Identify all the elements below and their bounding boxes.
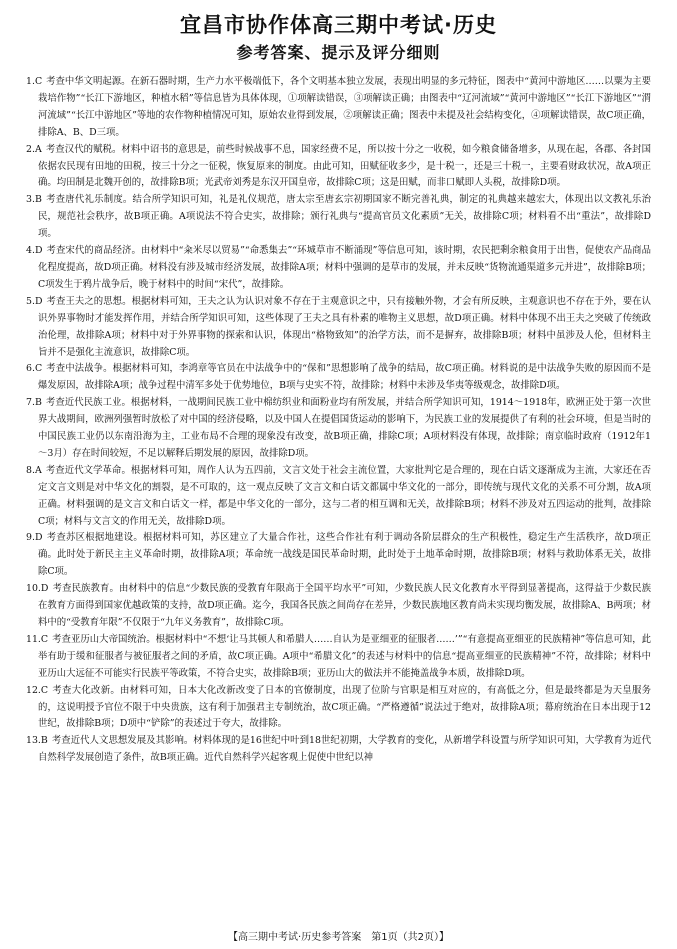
page-subtitle: 参考答案、提示及评分细则: [236, 43, 441, 62]
answer-item: [26, 361, 651, 395]
answer-explanation: 考查苏区根据地建设。根据材料可知，苏区建立了大量合作社，这些合作社有利于调动各阶层群众的生产积极性，稳定生产生活秩序，故D项正确。此时处于新民主主义革命时期，故排除A项；革命统一战线是国民革命时期，此时处于土地革命时期，故排除B项；材料与救助体系无关，故排除C项。: [38, 532, 651, 578]
answer-letter: D: [40, 583, 49, 595]
answer-letter: C: [34, 363, 43, 375]
answer-explanation: 考查近代文学革命。根据材料可知，周作人认为五四前，文言文处于社会主流位置，大家批判它是合理的，现在白话文逐渐成为主流，大家还在否定文言文则是对中华文化的割裂，是不可取的，这一观点反映了文言文和白话文都属中华文化的一部分，即传统与现代文化的关系不可分割，故A项正确。材料强调的是文言文和白话文一样，都是中华文化的一部分，这与二者的相互调和无关，故排除B项；材料不涉及对五四运动的批判，故排除C项；材料与文言文的作用无关，故排除D项。: [38, 464, 651, 527]
answer-number: 7.: [26, 397, 35, 409]
answer-number: 3.: [26, 194, 35, 206]
answer-item: [26, 294, 651, 362]
answer-number: 2.: [26, 143, 35, 155]
answer-letter: A: [34, 464, 42, 476]
answer-number: 13.: [26, 735, 41, 747]
answer-letter: B: [34, 194, 42, 206]
answer-explanation: 考查近代民族工业。根据材料，一战期间民族工业中棉纺织业和面粉业均有所发展，并结合所学知识可知，1914～1918年，欧洲正处于第一次世界大战期间，欧洲列强暂时放松了对中国的经济侵略，以及中国人在提倡国货运动的影响下，为民族工业的发展提供了有利的社会环境，但是当时的中国民族工业仍以东南沿海为主，工业布局不合理的现象没有改变，故B项正确，排除C项；A项材料没有体现，故排除；南京临时政府（1912年1～3月）存在时间较短，不足以解释后期发展的原因，故排除D项。: [38, 397, 651, 459]
answer-number: 9.: [26, 532, 35, 544]
answer-letter: C: [40, 633, 49, 645]
answer-letter: D: [34, 532, 43, 544]
answer-explanation: 考查亚历山大帝国统治。根据材料中“不想‘让马其顿人和希腊人……自认为是亚细亚的征服者……’”“有意提高亚细亚的民族精神”等信息可知，此举有助于缓和征服者与被征服者之间的矛盾，故C项正确。A项中“希腊文化”的表述与材料中的信息“提高亚细亚的民族精神”不符，故排除；材料中亚历山大远征不可能实行民族平等政策，不符合史实，故排除B项；亚历山大的做法并不能掩盖战争本质，故排除D项。: [38, 633, 651, 679]
answer-item: [26, 581, 651, 632]
page-title: 宜昌市协作体高三期中考试·历史: [180, 13, 497, 37]
answer-item: [26, 395, 651, 463]
answer-letter: B: [40, 735, 48, 747]
answer-explanation: 考查民族教育。由材料中的信息“少数民族的受教育年限高于全国平均水平”可知，少数民族人民文化教育水平得到显著提高，这得益于少数民族在教育方面得到国家优越政策的支持，故D项正确。迄今，我国各民族之间尚存在差异，少数民族地区教育尚未实现均衡发展，故排除A、B两项；材料中的“受教育年限”不仅限于“九年义务教育”，故排除C项。: [38, 583, 651, 628]
answer-item: [26, 463, 651, 531]
answer-letter: B: [34, 397, 42, 409]
answer-number: 4.: [26, 245, 35, 257]
answer-number: 8.: [26, 464, 35, 476]
answer-number: 12.: [26, 684, 41, 696]
answer-item: [26, 632, 651, 683]
answer-letter: A: [34, 143, 42, 155]
answer-explanation: 考查大化改新。由材料可知，日本大化改新改变了日本的官僚制度，出现了位阶与官职是相互对应的，有高低之分，但是最终都是为天皇服务的，这说明授予官位不限于中央贵族，这有利于加强君主专制统治，故C项正确。“严格遵循”说法过于绝对，故排除A项；幕府统治在日本出现于12世纪，故排除B项；D项中“铲除”的表述过于夸大，故排除。: [38, 684, 651, 730]
answer-item: [26, 530, 651, 581]
answer-number: 5.: [26, 295, 35, 307]
answer-item: [26, 683, 651, 734]
answer-number: 1.: [26, 76, 35, 87]
answer-letter: C: [34, 76, 43, 87]
answer-list: [26, 74, 651, 767]
answer-explanation: 考查近代人文思想发展及其影响。材料体现的是16世纪中叶到18世纪初期，大学教育的变化，从新增学科设置与所学知识可知，大学教育为近代自然科学发展创造了条件，故B项正确。近代自然科学兴起客观上促使中世纪以神: [38, 735, 651, 764]
answer-number: 10.: [26, 583, 41, 595]
answer-explanation: 考查宋代的商品经济。由材料中“籴米尽以贸易”“命悉集去”“环城草市不断涌现”等信息可知，该时期，农民把剩余粮食用于出售，促使农产品商品化程度提高，故D项正确。材料没有涉及城市经济发展，故排除A项；材料中强调的是草市的发展，并未反映“货物流通渠道多元并进”，故排除B项；C项发生于鸦片战争后，晚于材料中的时间“宋代”，故排除。: [38, 245, 651, 290]
answer-item: [26, 733, 651, 767]
answer-number: 11.: [26, 633, 41, 645]
answer-explanation: 考查王夫之的思想。根据材料可知，王夫之认为认识对象不存在于主观意识之中，只有接触外物，才会有所反映，主观意识也不存在于外，要在认识外界事物时才能发挥作用，并结合所学知识可知，这些体现了王夫之具有朴素的唯物主义思想，故D项正确。材料中体现不出王夫之突破了传统政治伦理，故排除A项；材料中对于外界事物的探索和认识，体现出“格物致知”的治学方法，而不是摒弃，故排除B项；材料中虽涉及人伦，但材料主旨并不是强化主流意识，故排除C项。: [38, 295, 651, 358]
answer-number: 6.: [26, 363, 35, 375]
answer-letter: C: [40, 684, 49, 696]
answer-letter: D: [34, 245, 43, 257]
answer-explanation: 考查汉代的赋税。材料中诏书的意思是，前些时候战事不息，国家经费不足，所以按十分之一收税，如今粮食储备增多，从现在起，各郡、各封国依据农民现有田地的田税，按三十分之一征税，恢复原来的制度。由此可知，田赋征收多少，是十税一，还是三十税一，主要看财政状况，故A项正确。均田制是北魏开创的，故排除B项；光武帝刘秀是东汉开国皇帝，故排除C项；这是田赋，而非口赋即人头税，故排除D项。: [38, 143, 651, 189]
answer-item: [26, 192, 651, 243]
answer-explanation: 考查唐代礼乐制度。结合所学知识可知，礼是礼仪规范，唐太宗至唐玄宗初期国家不断完善礼典，制定的礼典越来越宏大，体现出以文教礼乐治民，规范社会秩序，故B项正确。A项说法不符合史实，故排除；颁行礼典与“提高官员文化素质”无关，故排除C项；材料看不出“重法”，故排除D项。: [38, 194, 651, 240]
answer-item: [26, 142, 651, 193]
answer-item: [26, 74, 651, 142]
answer-item: [26, 243, 651, 294]
answer-explanation: 考查中法战争。根据材料可知，李鸿章等官员在中法战争中的“保和”思想影响了战争的结局，故C项正确。材料说的是中法战争失败的原因而不是爆发原因，故排除A项；战争过程中清军多处于优势地位，B项与史实不符，故排除；材料中未涉及华夷等级观念，故排除D项。: [38, 363, 651, 392]
answer-letter: D: [34, 295, 43, 307]
page-footer: 【高三期中考试·历史参考答案 第1页（共2页）】: [228, 932, 449, 943]
answer-explanation: 考查中华文明起源。在新石器时期，生产力水平极端低下，各个文明基本独立发展，表现出明显的多元特征，图表中“黄河中游地区……以粟为主要栽培作物”“长江下游地区，种植水稻”等信息皆为具体体现，①项解读错误，③项解读正确；由图表中“辽河流域”“黄河中游地区”“长江下游地区”“渭河流域”“长江中游地区”等地的农作物种植情况可知，原始农业得到发展，②项解读正确；图表中未提及社会结构变化，④项解读错误，故C项正确，排除A、B、D三项。: [38, 76, 651, 138]
